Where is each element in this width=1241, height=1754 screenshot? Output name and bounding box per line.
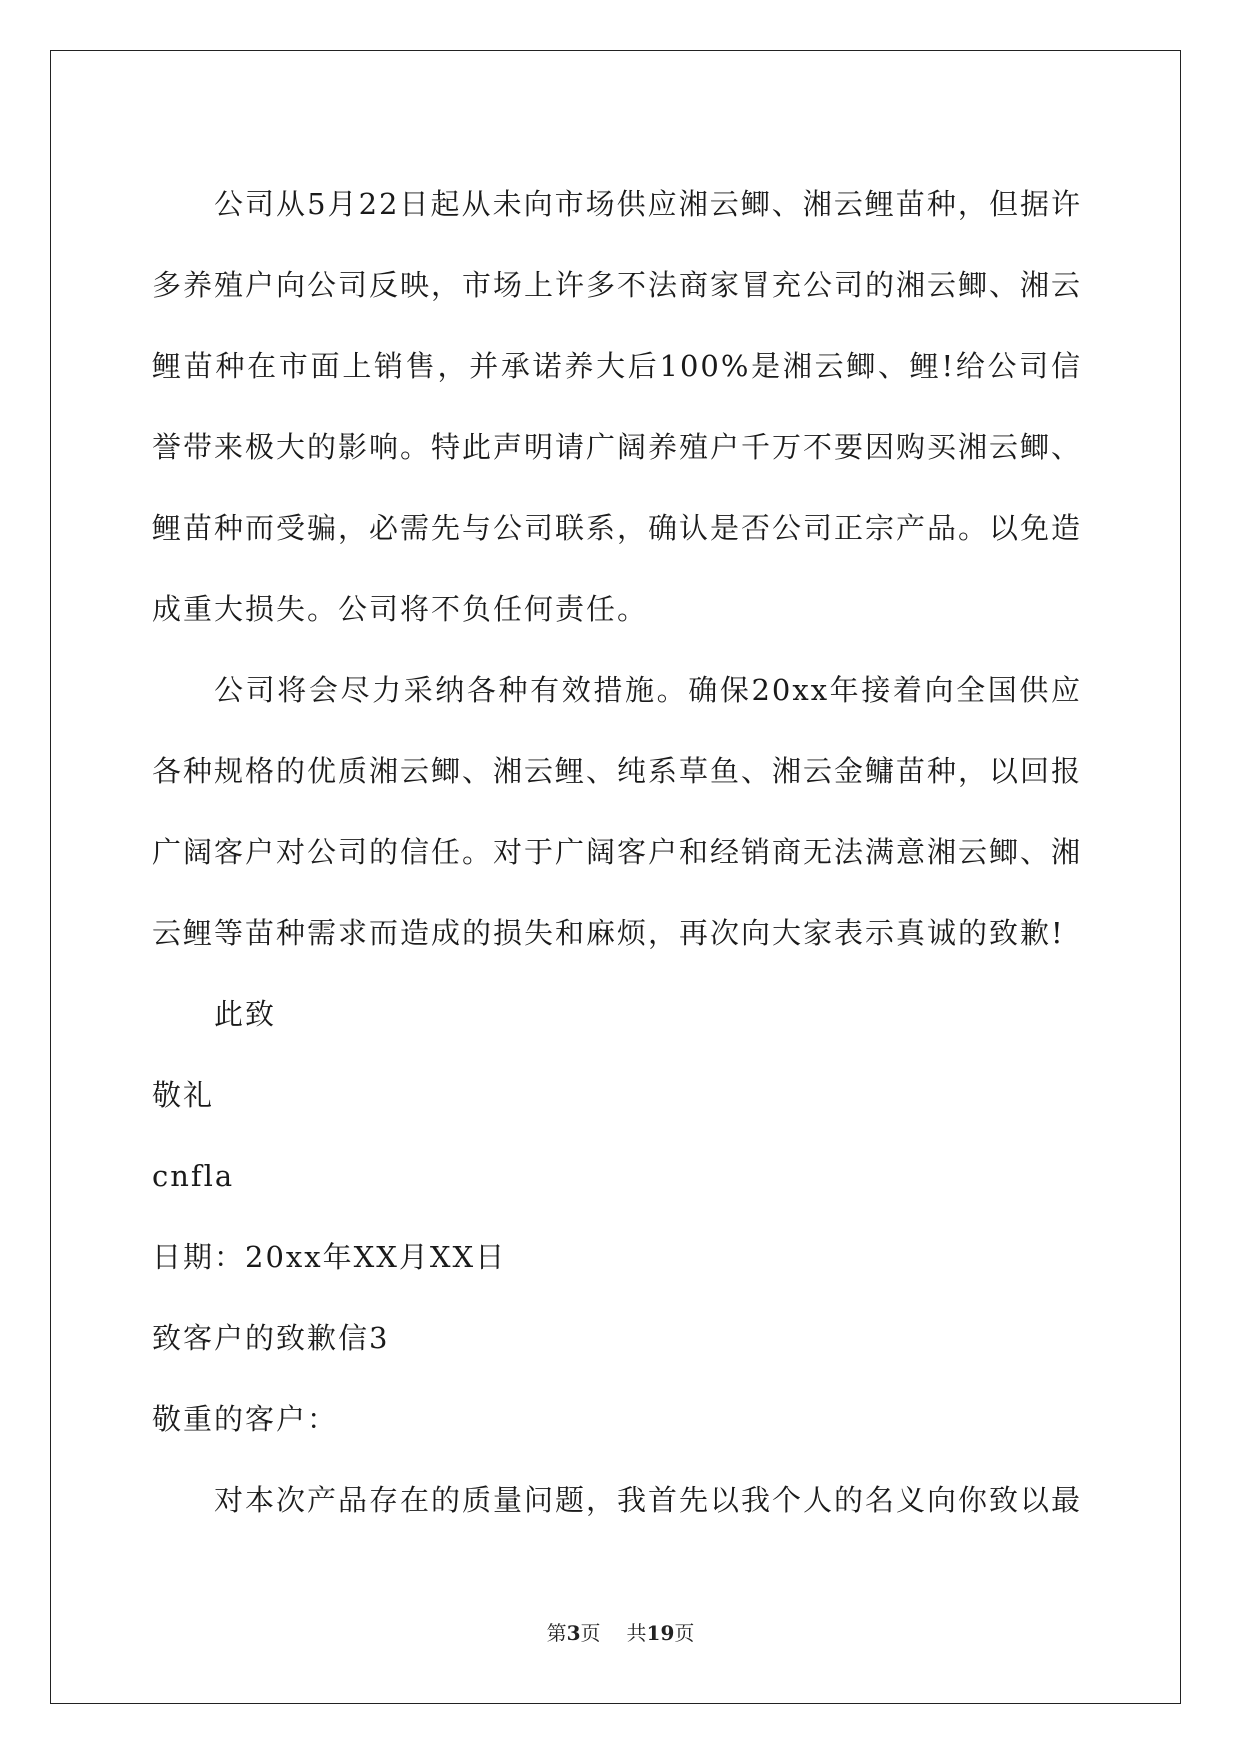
page-suffix: 页 — [580, 1621, 601, 1645]
paragraph-1: 公司从5月22日起从未向市场供应湘云鲫、湘云鲤苗种，但据许多养殖户向公司反映，市场上许多不法商家冒充公司的湘云鲫、湘云鲤苗种在市面上销售，并承诺养大后100%是湘云鲫、鲤!给公司信誉带来极大的影响。特此声明请广阔养殖户千万不要因购买湘云鲫、鲤苗种而受骗，必需先与公司联系，确认是否公司正宗产品。以免造成重大损失。公司将不负任何责任。 — [152, 187, 1083, 626]
salutation-line: 敬礼 — [152, 1078, 215, 1112]
closing-line: 此致 — [214, 997, 277, 1031]
page-footer — [0, 1617, 1241, 1646]
next-letter-paragraph: 对本次产品存在的质量问题，我首先以我个人的名义向你致以最 — [214, 1483, 1083, 1517]
total-prefix: 共 — [626, 1621, 647, 1645]
next-letter-title: 致客户的致歉信3 — [152, 1321, 390, 1355]
page-number: 3 — [566, 1621, 581, 1645]
document-body — [152, 164, 1082, 1541]
page-prefix: 第 — [546, 1621, 567, 1645]
next-letter-greeting: 敬重的客户： — [152, 1402, 339, 1436]
total-suffix: 页 — [674, 1621, 695, 1645]
total-pages: 19 — [646, 1621, 675, 1645]
date-line: 日期：20xx年XX月XX日 — [152, 1240, 507, 1274]
paragraph-2: 公司将会尽力采纳各种有效措施。确保20xx年接着向全国供应各种规格的优质湘云鲫、湘云鲤、纯系草鱼、湘云金鳙苗种，以回报广阔客户对公司的信任。对于广阔客户和经销商无法满意湘云鲫、湘云鲤等苗种需求而造成的损失和麻烦，再次向大家表示真诚的致歉! — [152, 673, 1083, 950]
signature-line: cnfla — [152, 1159, 235, 1193]
